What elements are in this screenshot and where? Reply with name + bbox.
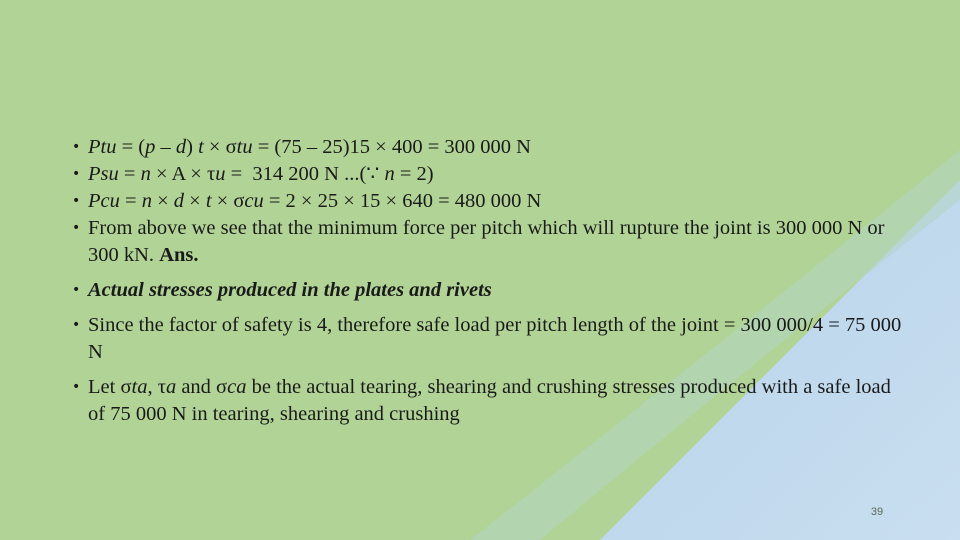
minimum-force-statement: From above we see that the minimum force per pitch which will rupture the joint is 300 000 N or 300 kN. Ans. [88, 217, 885, 266]
bullet-content [72, 134, 902, 428]
bullet-dot: • [72, 193, 81, 209]
bullet-dot: • [72, 282, 81, 298]
bullet-list [72, 134, 902, 428]
page-number: 39 [870, 506, 884, 518]
bullet-item-1 [72, 134, 902, 161]
bullet-dot: • [72, 139, 81, 155]
safe-load-statement: Since the factor of safety is 4, therefore safe load per pitch length of the joint = 300 000/4 = 75 000 N [88, 314, 902, 363]
bullet-item-6 [72, 312, 902, 366]
actual-stresses-statement: Let σta, τa and σca be the actual tearing, shearing and crushing stresses produced with a safe load of 75 000 N in tearing, shearing and crushing [88, 376, 891, 425]
bullet-item-2 [72, 161, 902, 188]
tearing-resistance-formula: Ptu = (p – d) t × σtu = (75 – 25)15 × 400 = 300 000 N [88, 136, 531, 158]
bullet-item-5 [72, 277, 902, 304]
actual-stresses-heading: Actual stresses produced in the plates and rivets [88, 279, 492, 301]
bullet-item-7 [72, 374, 902, 428]
shearing-resistance-formula: Psu = n × A × τu = 314 200 N ...(∵ n = 2) [88, 163, 434, 185]
bullet-dot: • [72, 166, 81, 182]
crushing-resistance-formula: Pcu = n × d × t × σcu = 2 × 25 × 15 × 640 = 480 000 N [88, 190, 542, 212]
bullet-item-3 [72, 188, 902, 215]
bullet-dot: • [72, 379, 81, 395]
bullet-dot: • [72, 317, 81, 333]
bullet-dot: • [72, 220, 81, 236]
bullet-item-4 [72, 215, 902, 269]
